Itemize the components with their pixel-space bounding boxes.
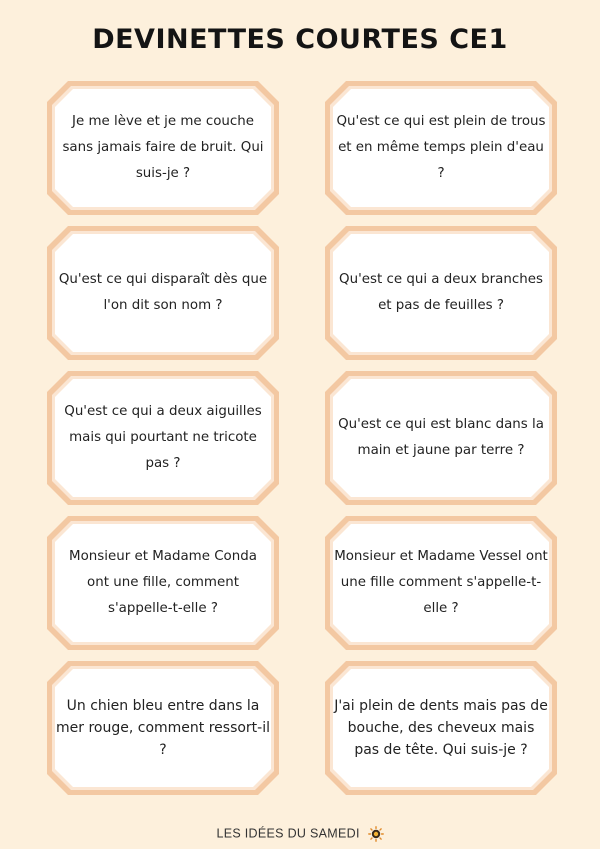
riddle-card-3: [46, 225, 280, 361]
riddle-card-5: [46, 370, 280, 506]
riddle-card-4: [324, 225, 558, 361]
riddle-text: Qu'est ce qui est plein de trous et en même temps plein d'eau ?: [336, 114, 546, 181]
riddle-text: Qu'est ce qui est blanc dans la main et jaune par terre ?: [338, 417, 544, 458]
riddle-cards-grid: [46, 80, 558, 796]
riddle-text: Je me lève et je me couche sans jamais faire de bruit. Qui suis-je ?: [62, 114, 264, 181]
sun-logo-icon: [368, 826, 384, 842]
riddle-card-6: [324, 370, 558, 506]
riddle-card-7: [46, 515, 280, 651]
riddle-card-8: [324, 515, 558, 651]
riddle-card-10: [324, 660, 558, 796]
riddle-card-1: [46, 80, 280, 216]
page-title: DEVINETTES COURTES CE1: [92, 24, 508, 55]
riddle-text: J'ai plein de dents mais pas de bouche, des cheveux mais pas de tête. Qui suis-je ?: [334, 698, 548, 758]
riddle-text: Monsieur et Madame Conda ont une fille, comment s'appelle-t-elle ?: [69, 549, 257, 616]
riddle-text: Qu'est ce qui disparaît dès que l'on dit son nom ?: [58, 272, 268, 313]
riddle-card-2: [324, 80, 558, 216]
riddle-text: Un chien bleu entre dans la mer rouge, comment ressort-il ?: [56, 698, 270, 758]
brand-name: LES IDÉES DU SAMEDI: [216, 826, 360, 841]
riddle-text: Monsieur et Madame Vessel ont une fille comment s'appelle-t-elle ?: [334, 549, 548, 616]
riddle-text: Qu'est ce qui a deux aiguilles mais qui pourtant ne tricote pas ?: [64, 404, 262, 471]
footer-brand: [0, 826, 600, 842]
riddle-text: Qu'est ce qui a deux branches et pas de feuilles ?: [339, 272, 543, 313]
riddle-card-9: [46, 660, 280, 796]
